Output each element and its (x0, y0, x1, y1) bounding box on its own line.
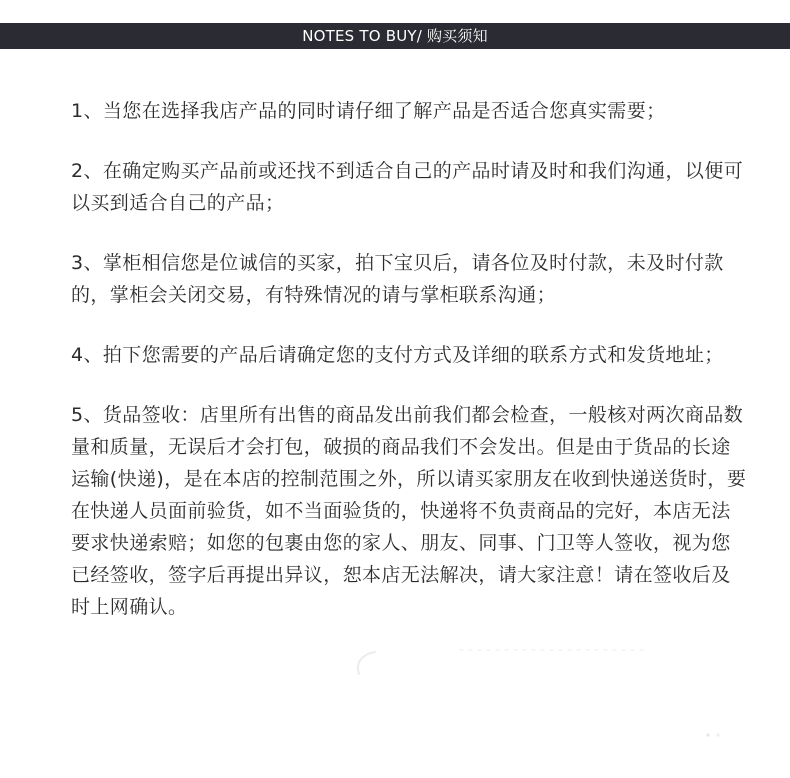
decorative-faint-dots (700, 728, 740, 742)
note-item-5: 5、货品签收：店里所有出售的商品发出前我们都会检查，一般核对两次商品数量和质量，无误后才会打包，破损的商品我们不会发出。但是由于货品的长途运输(快递)，是在本店的控制范围之外，所以请买家朋友在收到快递送货时，要在快递人员面前验货，如不当面验货的，快递将不负责商品的完好，本店无法要求快递索赔；如您的包裹由您的家人、朋友、同事、门卫等人签收，视为您已经签收，签字后再提出异议，恕本店无法解决，请大家注意！请在签收后及时上网确认。 (71, 404, 747, 618)
purchase-notes-list (71, 95, 747, 623)
notes-header-bar (0, 23, 790, 49)
note-item-4: 4、拍下您需要的产品后请确定您的支付方式及详细的联系方式和发货地址； (71, 344, 724, 366)
note-item-2: 2、在确定购买产品前或还找不到适合自己的产品时请及时和我们沟通，以便可以买到适合自己的产品； (71, 160, 744, 214)
decorative-faint-stroke (345, 640, 675, 690)
note-item-3: 3、掌柜相信您是位诚信的买家，拍下宝贝后，请各位及时付款，未及时付款的，掌柜会关闭交易，有特殊情况的请与掌柜联系沟通； (71, 252, 724, 306)
note-item-1: 1、当您在选择我店产品的同时请仔细了解产品是否适合您真实需要； (71, 100, 666, 122)
notes-header-title: NOTES TO BUY/ 购买须知 (302, 27, 488, 45)
